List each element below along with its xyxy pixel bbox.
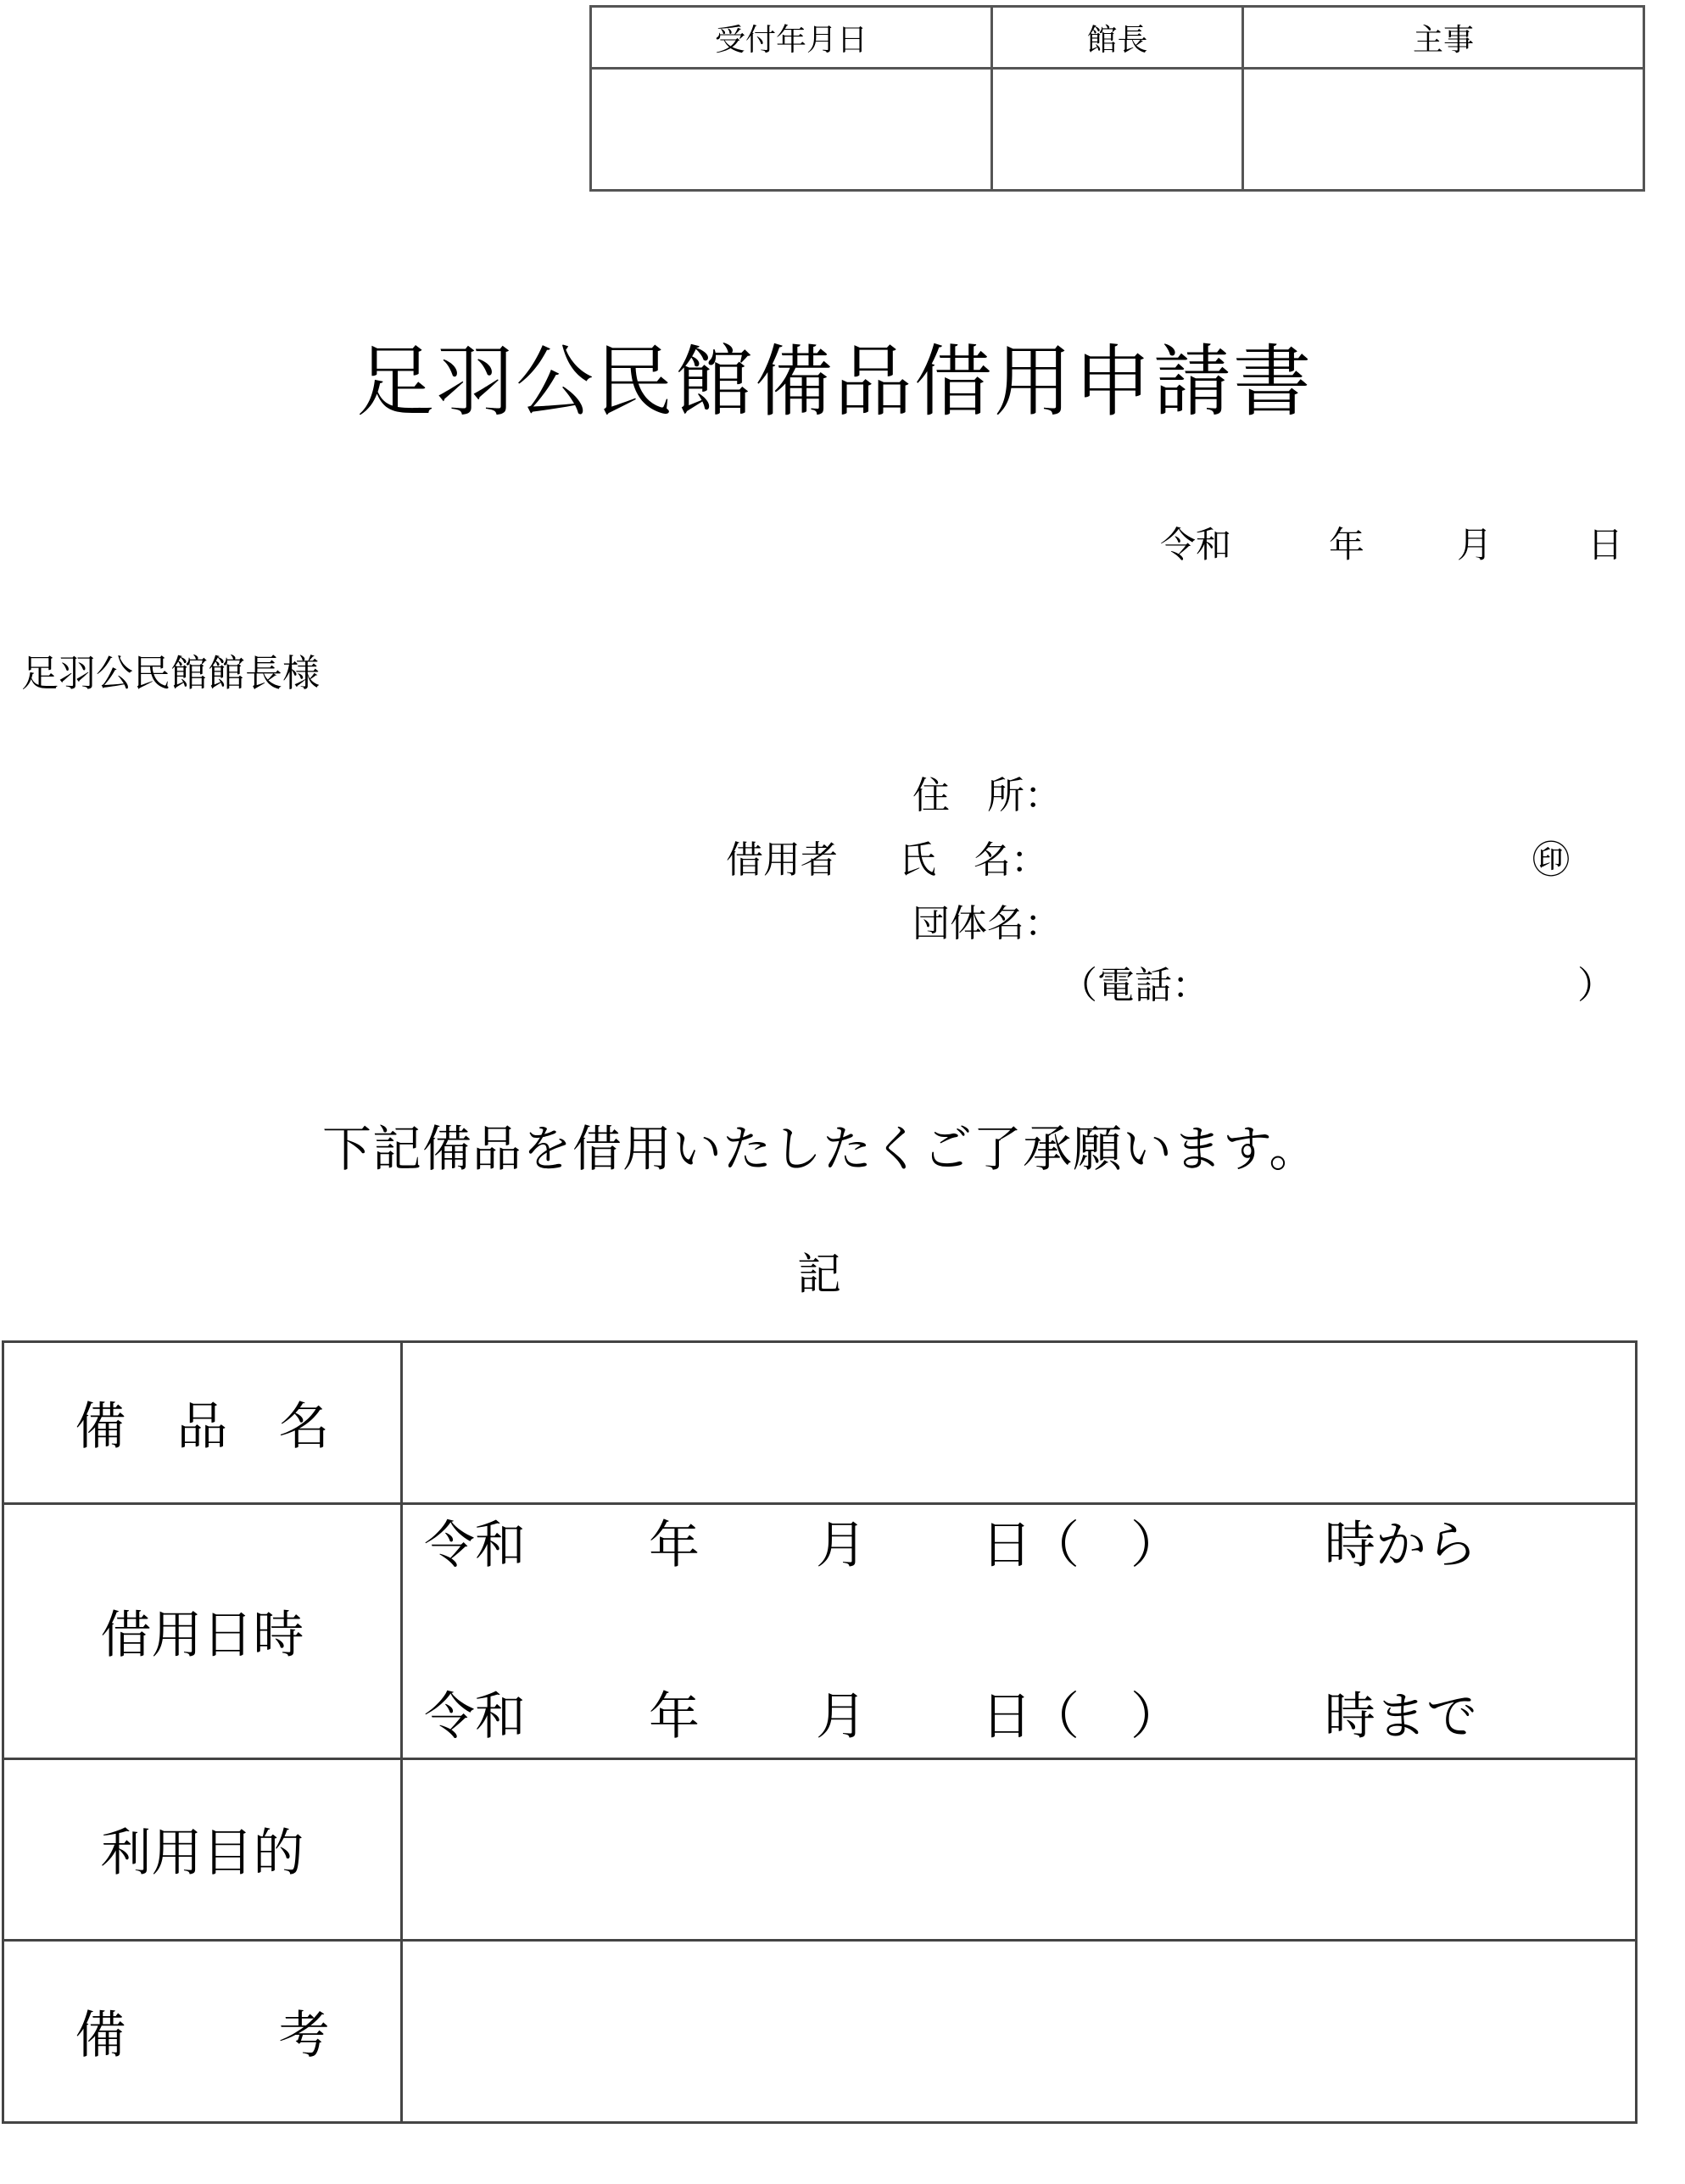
from-day: 日 — [981, 1515, 1032, 1575]
datetime-field[interactable] — [402, 1503, 1637, 1758]
from-time-suffix: 時から — [1325, 1515, 1477, 1575]
detail-table — [2, 1340, 1638, 2124]
datetime-row — [3, 1503, 1637, 1758]
to-year: 年 — [649, 1686, 700, 1747]
from-month: 月 — [816, 1515, 867, 1575]
addressee: 足羽公民館館長様 — [21, 652, 320, 695]
director-stamp-field[interactable] — [992, 69, 1243, 191]
item-name-row — [3, 1342, 1637, 1504]
remarks-label: 備 考 — [3, 1941, 402, 2123]
clerk-stamp-field[interactable] — [1243, 69, 1644, 191]
request-text: 下記備品を借用いたしたくご了承願います。 — [322, 1120, 1320, 1178]
to-weekday: （ ） — [1029, 1686, 1181, 1747]
date-era: 令和 — [1160, 524, 1232, 566]
address-label: 住 所： — [912, 774, 1062, 817]
purpose-field[interactable] — [402, 1758, 1637, 1941]
remarks-row — [3, 1941, 1637, 2123]
approval-box — [589, 5, 1645, 192]
date-day: 日 — [1587, 524, 1624, 566]
phone-close: ） — [1577, 964, 1615, 1007]
to-era: 令和 — [424, 1686, 526, 1747]
from-era: 令和 — [424, 1515, 526, 1575]
item-name-field[interactable] — [402, 1342, 1637, 1504]
borrower-label: 借用者 — [726, 838, 838, 882]
from-year: 年 — [649, 1515, 700, 1575]
clerk-header: 主事 — [1243, 7, 1644, 69]
group-label: 団体名： — [912, 902, 1062, 945]
name-label: 氏 名： — [899, 838, 1048, 882]
datetime-to-line — [403, 1686, 1635, 1751]
item-name-label: 備 品 名 — [3, 1342, 402, 1504]
date-year: 年 — [1329, 524, 1365, 566]
purpose-label: 利用目的 — [3, 1758, 402, 1941]
phone-label: （電話： — [1060, 964, 1209, 1007]
to-time-suffix: 時まで — [1325, 1686, 1477, 1747]
ki-heading: 記 — [797, 1250, 842, 1301]
from-weekday: （ ） — [1029, 1515, 1181, 1575]
receipt-date-stamp-field[interactable] — [591, 69, 992, 191]
date-month: 月 — [1457, 524, 1493, 566]
receipt-date-header: 受付年月日 — [591, 7, 992, 69]
datetime-from-line — [403, 1515, 1635, 1580]
purpose-row — [3, 1758, 1637, 1941]
datetime-label: 借用日時 — [3, 1503, 402, 1758]
seal-mark: ㊞ — [1532, 838, 1570, 882]
document-title: 足羽公民館備品借用申請書 — [356, 337, 1314, 427]
director-header: 館長 — [992, 7, 1243, 69]
to-day: 日 — [981, 1686, 1032, 1747]
remarks-field[interactable] — [402, 1941, 1637, 2123]
to-month: 月 — [816, 1686, 867, 1747]
